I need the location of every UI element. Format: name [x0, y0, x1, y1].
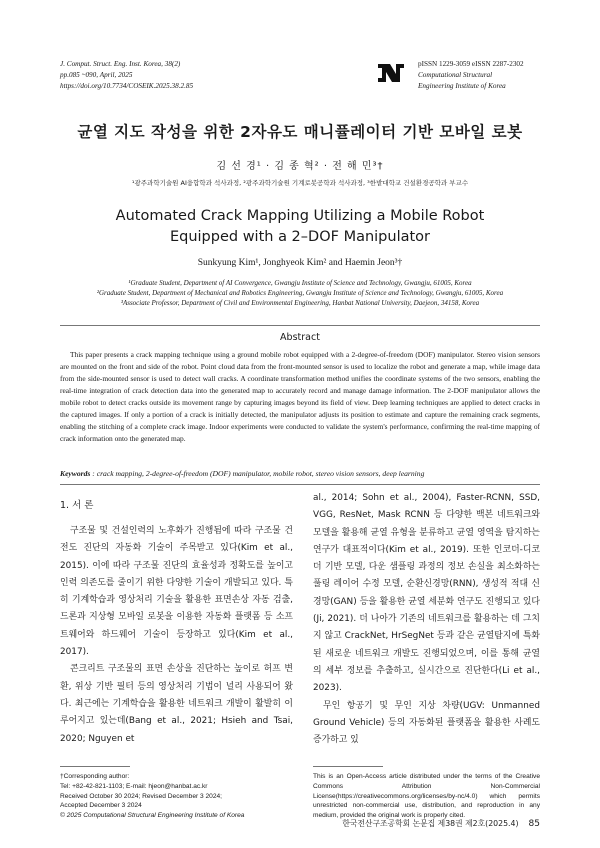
journal-footer: 한국전산구조공학회 논문집 제38권 제2호(2025.4) — [342, 819, 519, 828]
abstract-text: This paper presents a crack mapping technique using a ground mobile robot equipped with a 2-degree-of-freedom (DOF) manipulator. Stereo vision sensors are mounted on the front and side of the robot. Point cloud data from the front-mounted sensor is used to localize the robot and generate a map, while image data from the side-mounted sensor is used to detect wall cracks. A coordinate transformation method unifies the coordinate systems of the two sensors, enabling the real-time integration of crack detection data into the generated map to accurately record and manage damage information. The 2-DOF manipulator allows the mobile robot to detect cracks outside its movement range by capturing images beyond its field of view. Deep learning techniques are applied to detect cracks in the captured images. If only a portion of a crack is initially detected, the manipulator adjusts its position to estimate and capture the remaining crack segments, enabling the stitching of a complete crack image. Indoor experiments were conducted to validate the system's performance, confirming the real-time mapping of crack information onto the generated map. — [60, 350, 540, 444]
publisher-line: Engineering Institute of Korea — [418, 82, 506, 90]
keywords-label: Keywords — [60, 469, 91, 478]
korean-authors: 김 선 경¹ · 김 종 혁² · 전 해 민³† — [216, 161, 384, 172]
footnote-line: Accepted December 3 2024 — [60, 802, 142, 810]
page-footer — [340, 818, 540, 829]
affiliation-line: ²Graduate Student, Department of Mechanical and Robotics Engineering, Gwangju Institute of Science and Technology, Gwangju, 61005, Korea — [96, 289, 504, 297]
korean-title: 균열 지도 작성을 위한 2자유도 매니퓰레이터 기반 모바일 로봇 — [77, 123, 523, 141]
page-number: 85 — [528, 819, 540, 829]
body-column-left — [60, 523, 293, 748]
english-title — [0, 206, 600, 248]
citation-line: pp.085 ~090, April, 2025 — [60, 71, 133, 79]
license-footnote: This is an Open-Access article distributed under the terms of the Creative Commons Attribution Non-Commercial License(https://creativecommons.org/licenses/by-nc/4.0) which permits unrestricted non-commercial use, distribution, and reproduction in any medium, provided the original work is properly cited. — [313, 773, 540, 820]
journal-logo-icon — [376, 60, 406, 86]
issn-block — [418, 59, 524, 92]
correspondence-footnote — [60, 772, 293, 821]
body-column-right — [313, 490, 540, 749]
korean-affiliations: ¹광주과학기술원 AI융합학과 석사과정, ²광주과학기술원 기계로봇공학과 석사과정, ³한밭대학교 건설환경공학과 부교수 — [131, 179, 469, 187]
footnote-divider — [313, 766, 383, 767]
footnote-line: Received October 30 2024; Revised December 3 2024; — [60, 792, 223, 800]
section-heading: 1. 서 론 — [60, 500, 94, 511]
abstract-heading: Abstract — [280, 332, 320, 343]
paragraph: 구조물 및 건설인력의 노후화가 진행됨에 따라 구조물 건전도 진단의 자동화 기술이 주목받고 있다(Kim et al., 2015). 이에 따라 구조물 진단의 효율성과 정확도를 높이고 인력 의존도를 줄이기 위한 다양한 기술이 개발되고 있다. 특히 기계학습과 영상처리 기술을 활용한 표면손상 자동 검출, 드론과 지상형 모바일 로봇을 이용한 자동화 플랫폼 등 소프트웨어와 하드웨어 기술이 등장하고 있다(Kim et al., 2017). — [60, 526, 293, 658]
affiliation-line: ¹Graduate Student, Department of AI Convergence, Gwangju Institute of Science and Technology, Gwangju, 61005, Korea — [128, 279, 472, 287]
divider — [60, 484, 540, 485]
paragraph: 무인 항공기 및 무인 지상 차량(UGV: Unmanned Ground Vehicle) 등의 자동화된 플랫폼을 활용한 사례도 증가하고 있 — [313, 700, 540, 746]
affiliation-line: ³Associate Professor, Department of Civil and Environmental Engineering, Hanbat National University, Daejeon, 34158, Korea — [120, 299, 480, 307]
keywords — [60, 469, 540, 478]
english-authors: Sunkyung Kim¹, Jonghyeok Kim² and Haemin Jeon³† — [197, 258, 403, 268]
english-title-line: Automated Crack Mapping Utilizing a Mobile Robot — [115, 208, 485, 224]
keywords-list: : crack mapping, 2-degree-of-freedom (DOF) manipulator, mobile robot, stereo vision sensors, deep learning — [90, 469, 425, 478]
paragraph: al., 2014; Sohn et al., 2004), Faster-RCNN, SSD, VGG, ResNet, Mask RCNN 등 다양한 백본 네트워크와 모델을 활용해 균열 유형을 분류하고 균열 영역을 탐지하는 연구가 대표적이다(Kim et al., 2019). 또한 인코더-디코더 기반 모델, 다운 샘플링 과정의 정보 손실을 최소화하는 풀링 레이어 수정 모델, 순환신경망(RNN), 생성적 적대 신경망(GAN) 등을 활용한 균열 세분화 연구도 진행되고 있다(Ji, 2021). 더 나아가 기존의 네트워크를 활용하는 데 그치지 않고 CrackNet, HrSegNet 등과 같은 균열탐지에 특화된 새로운 네트워크 개발도 진행되었으며, 이를 통해 균열의 세부 정보를 추출하고, 실시간으로 진단한다(Li et al., 2023). — [313, 493, 540, 694]
english-affiliations — [0, 278, 600, 308]
doi-link[interactable]: https://doi.org/10.7734/COSEIK.2025.38.2.85 — [60, 82, 194, 90]
english-title-line: Equipped with a 2–DOF Manipulator — [169, 229, 431, 245]
publisher-line: Computational Structural — [418, 71, 493, 79]
footnote-line: Tel: +82-42-821-1103; E-mail: hjeon@hanbat.ac.kr — [60, 782, 208, 790]
footnote-line: †Corresponding author: — [60, 773, 130, 780]
divider — [60, 325, 540, 326]
citation-line: J. Comput. Struct. Eng. Inst. Korea, 38(2) — [60, 60, 181, 68]
copyright-line: © 2025 Computational Structural Engineering Institute of Korea — [60, 812, 245, 820]
issn-line: pISSN 1229-3059 eISSN 2287-2302 — [418, 60, 524, 68]
paragraph: 콘크리트 구조물의 표면 손상을 진단하는 높이로 허프 변환, 위상 기반 필터 등의 영상처리 기법이 널리 사용되어 왔다. 최근에는 기계학습을 활용한 네트워크 개발이 활발히 이루어지고 있는데(Bang et al., 2021; Hsieh and Tsai, 2020; Nguyen et — [60, 664, 293, 744]
footnote-divider — [60, 766, 130, 767]
journal-citation — [60, 59, 193, 92]
